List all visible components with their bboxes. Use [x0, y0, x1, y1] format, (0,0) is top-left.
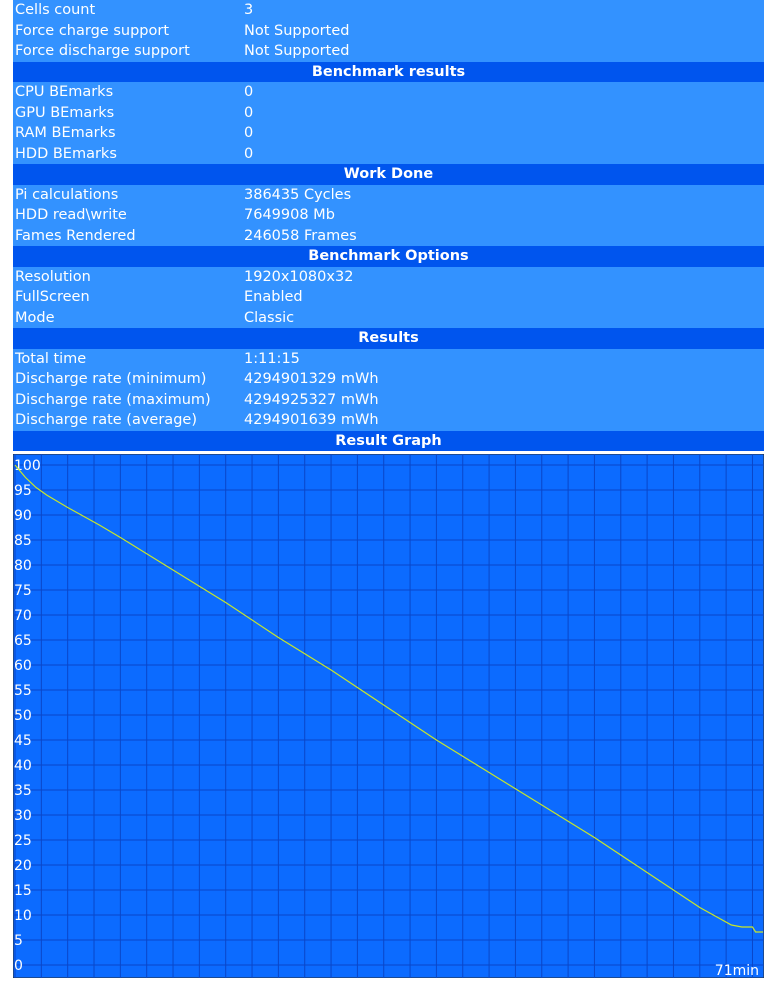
info-label: GPU BEmarks [15, 104, 115, 121]
y-tick-label: 30 [14, 808, 32, 824]
info-label: Total time [15, 350, 87, 367]
info-label: FullScreen [15, 289, 90, 305]
info-label: Discharge rate (maximum) [15, 391, 211, 408]
y-tick-label: 80 [14, 558, 32, 574]
y-tick-label: 75 [14, 583, 32, 599]
info-value: Not Supported [244, 43, 350, 59]
info-value: 246058 Frames [244, 227, 357, 244]
x-end-label: 71min [714, 963, 759, 978]
info-row [13, 226, 764, 247]
info-value: 4294901329 mWh [244, 371, 379, 387]
y-tick-label: 90 [14, 508, 32, 524]
y-tick-label: 65 [14, 633, 32, 649]
y-tick-label: 35 [14, 783, 32, 799]
result-graph [13, 454, 764, 978]
info-row [13, 103, 764, 124]
info-label: HDD read\write [15, 207, 127, 223]
info-row [13, 123, 764, 144]
info-value: 1920x1080x32 [244, 268, 354, 285]
battery-report [13, 0, 764, 451]
result-graph-chart [13, 454, 764, 978]
y-tick-label: 10 [14, 908, 32, 924]
info-label: Mode [15, 309, 55, 326]
section-header: Work Done [13, 164, 764, 185]
info-value: 0 [244, 145, 254, 162]
section-header: Results [13, 328, 764, 349]
section-header: Benchmark results [13, 62, 764, 83]
info-row [13, 369, 764, 390]
info-label: Fames Rendered [15, 227, 136, 244]
section-header: Result Graph [13, 431, 764, 452]
info-row [13, 287, 764, 308]
y-tick-label: 70 [14, 608, 32, 624]
info-value: Classic [244, 309, 295, 326]
info-row [13, 390, 764, 411]
y-tick-label: 25 [14, 833, 32, 849]
y-tick-label: 15 [14, 883, 32, 899]
info-label: CPU BEmarks [15, 84, 114, 100]
y-tick-label: 95 [14, 483, 32, 499]
info-value: Enabled [244, 289, 303, 305]
y-tick-label: 50 [14, 708, 32, 724]
info-value: 4294925327 mWh [244, 391, 379, 408]
y-tick-label: 100 [14, 458, 41, 474]
info-label: Discharge rate (minimum) [15, 371, 207, 387]
info-value: 0 [244, 104, 254, 121]
section-header: Benchmark Options [13, 246, 764, 267]
info-row [13, 205, 764, 226]
info-value: 1:11:15 [244, 350, 300, 367]
info-label: Pi calculations [15, 186, 119, 203]
info-label: Force charge support [15, 22, 169, 39]
y-tick-label: 5 [14, 933, 23, 949]
y-tick-label: 0 [14, 958, 23, 974]
info-value: 4294901639 mWh [244, 412, 379, 428]
info-row [13, 21, 764, 42]
info-row [13, 82, 764, 103]
info-label: HDD BEmarks [15, 145, 117, 162]
y-tick-label: 60 [14, 658, 32, 674]
info-value: 0 [244, 84, 254, 100]
info-row [13, 267, 764, 288]
y-tick-label: 40 [14, 758, 32, 774]
info-label: RAM BEmarks [15, 125, 116, 141]
info-label: Cells count [15, 2, 96, 18]
info-label: Discharge rate (average) [15, 412, 197, 428]
info-label: Force discharge support [15, 43, 190, 59]
plot-background [13, 454, 764, 978]
info-value: 7649908 Mb [244, 207, 335, 223]
info-row [13, 144, 764, 165]
info-row [13, 41, 764, 62]
info-row [13, 308, 764, 329]
info-value: Not Supported [244, 22, 350, 39]
y-tick-label: 20 [14, 858, 32, 874]
y-tick-label: 85 [14, 533, 32, 549]
info-row [13, 185, 764, 206]
info-row [13, 349, 764, 370]
info-row [13, 0, 764, 21]
info-value: 0 [244, 125, 254, 141]
info-value: 3 [244, 2, 254, 18]
y-tick-label: 55 [14, 683, 32, 699]
info-row [13, 410, 764, 431]
y-tick-label: 45 [14, 733, 32, 749]
info-value: 386435 Cycles [244, 186, 352, 203]
info-label: Resolution [15, 268, 91, 285]
